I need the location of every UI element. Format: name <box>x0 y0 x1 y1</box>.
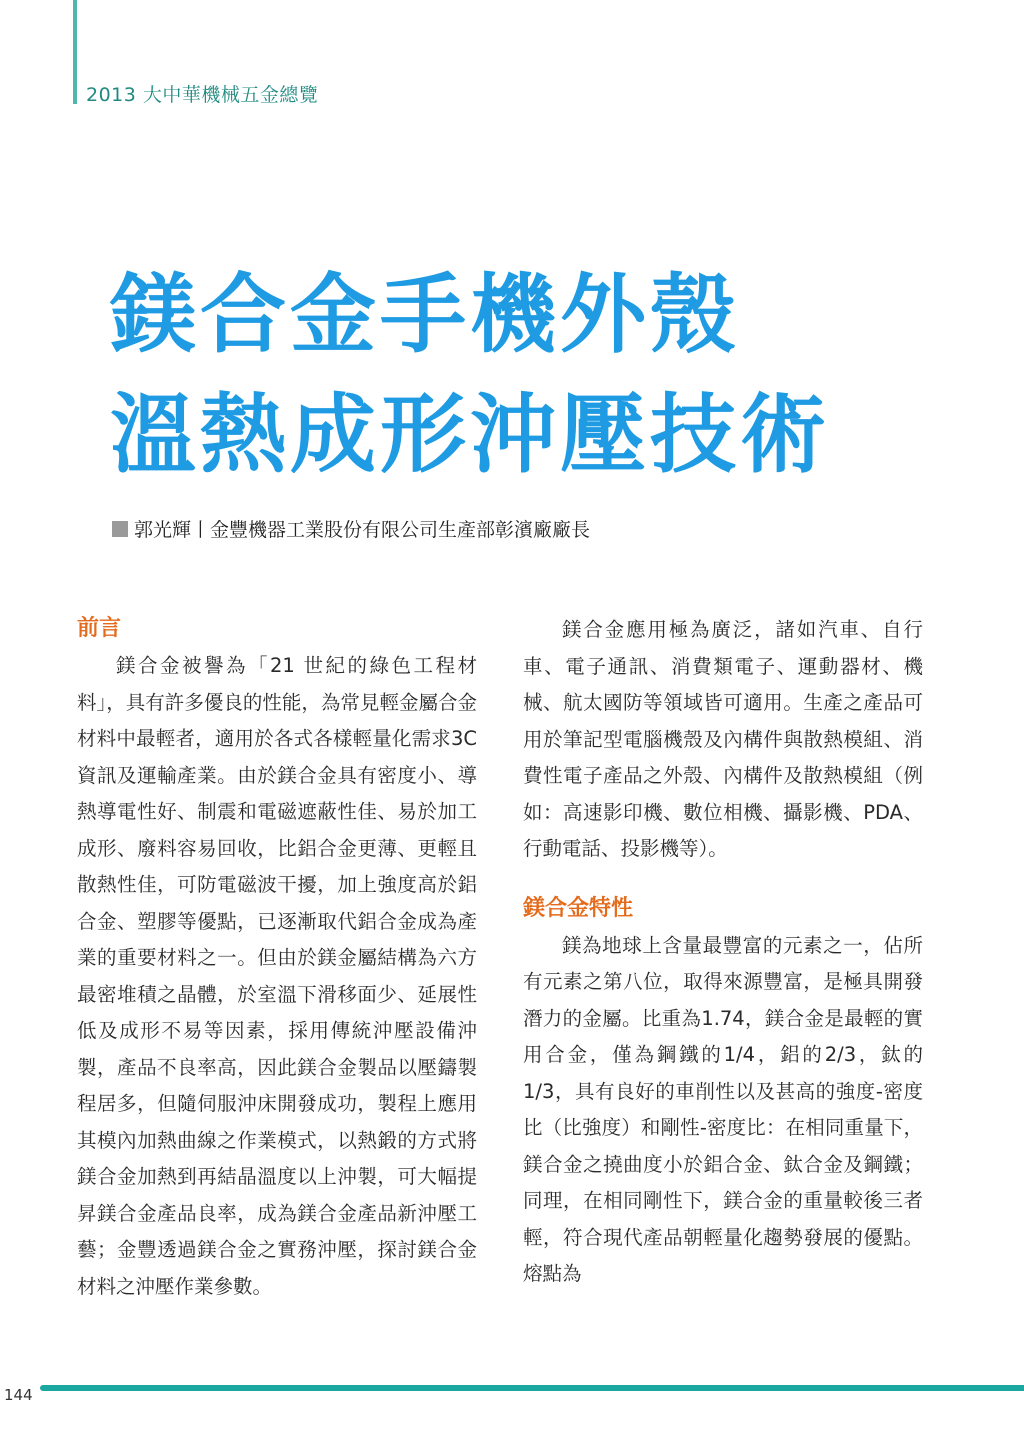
header-accent-rule <box>73 0 77 104</box>
running-header: 2013 大中華機械五金總覽 <box>86 84 319 106</box>
section-heading-properties: 鎂合金特性 <box>523 895 634 921</box>
page-number: 144 <box>4 1386 33 1404</box>
applications-paragraph: 鎂合金應用極為廣泛，諸如汽車、自行車、電子通訊、消費類電子、運動器材、機械、航太國防等領域皆可適用。生產之產品可用於筆記型電腦機殼及內構件與散熱模組、消費性電子產品之外殼、內構件及散熱模組（例如：高速影印機、數位相機、攝影機、PDA、行動電話、投影機等）。 <box>523 618 923 860</box>
right-column <box>523 612 923 1293</box>
properties-paragraph: 鎂為地球上含量最豐富的元素之一，佔所有元素之第八位，取得來源豐富，是極具開發潛力的金屬。比重為1.74，鎂合金是最輕的實用合金，僅為鋼鐵的1/4，鋁的2/3，鈦的1/3，具有良好的車削性以及甚高的強度-密度比（比強度）和剛性-密度比：在相同重量下，鎂合金之撓曲度小於鋁合金、鈦合金及鋼鐵；同理，在相同剛性下，鎂合金的重量較後三者輕，符合現代產品朝輕量化趨勢發展的優點。熔點為 <box>523 933 923 1285</box>
intro-paragraph: 鎂合金被譽為「21 世紀的綠色工程材料」，具有許多優良的性能，為常見輕金屬合金材料中最輕者，適用於各式各樣輕量化需求3C資訊及運輸產業。由於鎂合金具有密度小、導熱導電性好、制震和電磁遮蔽性佳、易於加工成形、廢料容易回收，比鋁合金更薄、更輕且散熱性佳，可防電磁波干擾，加上強度高於鋁合金、塑膠等優點，已逐漸取代鋁合金成為產業的重要材料之一。但由於鎂金屬結構為六方最密堆積之晶體，於室溫下滑移面少、延展性低及成形不易等因素，採用傳統沖壓設備沖製，產品不良率高，因此鎂合金製品以壓鑄製程居多，但隨伺服沖床開發成功，製程上應用其模內加熱曲線之作業模式，以熱鍛的方式將鎂合金加熱到再結晶溫度以上沖製，可大幅提昇鎂合金產品良率，成為鎂合金產品新沖壓工藝；金豐透過鎂合金之實務沖壓，探討鎂合金材料之沖壓作業參數。 <box>77 654 477 1298</box>
footer-accent-rule <box>40 1385 1024 1391</box>
article-title-line-2: 溫熱成形沖壓技術 <box>110 385 830 485</box>
section-heading-intro: 前言 <box>77 616 122 641</box>
byline-marker-icon <box>112 521 128 537</box>
author-byline <box>112 515 590 542</box>
left-column <box>77 612 477 1305</box>
article-title-line-1: 鎂合金手機外殼 <box>110 265 740 365</box>
byline-text: 郭光輝丨金豐機器工業股份有限公司生產部彰濱廠廠長 <box>134 519 591 541</box>
